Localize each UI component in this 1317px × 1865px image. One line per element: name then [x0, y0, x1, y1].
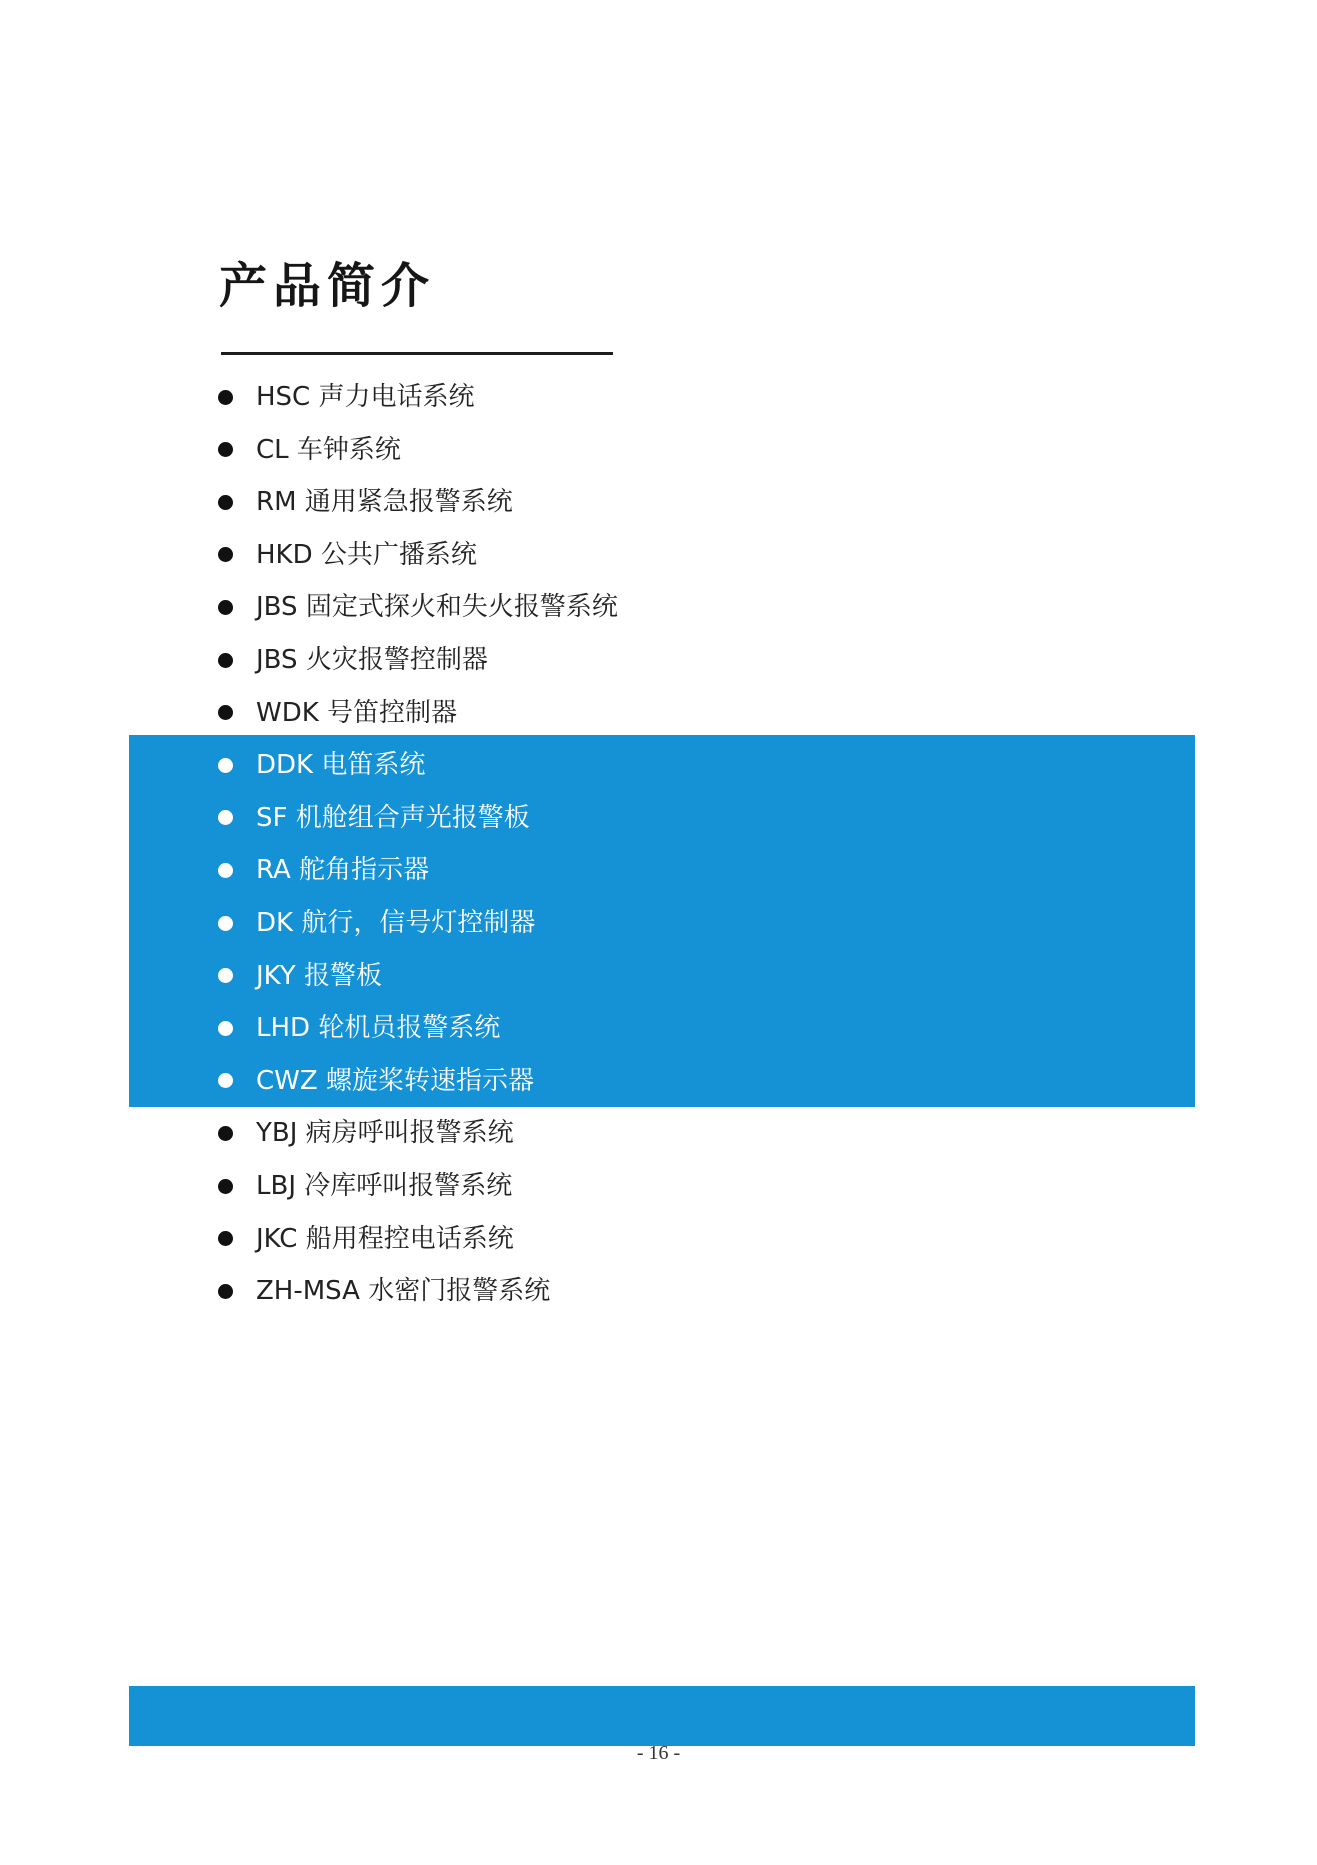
product-label: CWZ 螺旋桨转速指示器 — [256, 1065, 534, 1096]
bullet-icon — [218, 390, 233, 405]
bullet-icon — [218, 600, 233, 615]
list-item — [218, 901, 535, 945]
product-label: SF 机舱组合声光报警板 — [256, 802, 530, 833]
product-label: JBS 火灾报警控制器 — [256, 645, 488, 675]
page-number: - 16 - — [636, 1742, 681, 1764]
bullet-icon — [218, 916, 233, 931]
bullet-icon — [218, 1179, 233, 1194]
bullet-icon — [218, 863, 233, 878]
product-label: LBJ 冷库呼叫报警系统 — [256, 1171, 513, 1201]
list-item — [218, 1217, 514, 1261]
page-title: 产品简介 — [219, 258, 436, 314]
product-label: RA 舵角指示器 — [256, 855, 430, 886]
list-item — [218, 480, 513, 524]
bullet-icon — [218, 1284, 233, 1299]
list-item — [218, 796, 530, 840]
bullet-icon — [218, 1126, 233, 1141]
bullet-icon — [218, 1021, 233, 1036]
list-item — [218, 691, 457, 735]
list-item — [218, 533, 477, 577]
bullet-icon — [218, 810, 233, 825]
product-label: JKY 报警板 — [256, 960, 382, 991]
bullet-icon — [218, 547, 233, 562]
bullet-icon — [218, 1073, 233, 1088]
product-label: JKC 船用程控电话系统 — [256, 1223, 514, 1254]
product-label: HKD 公共广播系统 — [256, 539, 477, 570]
bullet-icon — [218, 1231, 233, 1246]
bullet-icon — [218, 653, 233, 668]
product-label: DDK 电笛系统 — [256, 750, 426, 781]
list-item — [218, 1269, 550, 1313]
bullet-icon — [218, 968, 233, 983]
bullet-icon — [218, 442, 233, 457]
product-label: DK 航行，信号灯控制器 — [256, 908, 536, 938]
list-item — [218, 638, 488, 682]
product-label: LHD 轮机员报警系统 — [256, 1013, 501, 1044]
product-label: CL 车钟系统 — [256, 434, 401, 465]
product-label: RM 通用紧急报警系统 — [256, 487, 513, 518]
list-item — [218, 375, 474, 419]
bullet-icon — [218, 758, 233, 773]
list-item — [218, 743, 425, 787]
list-item — [218, 428, 401, 472]
product-label: WDK 号笛控制器 — [256, 697, 458, 728]
product-label: JBS 固定式探火和失火报警系统 — [256, 592, 618, 623]
list-item — [218, 585, 618, 629]
list-item — [218, 1059, 534, 1103]
product-label: ZH-MSA 水密门报警系统 — [256, 1276, 551, 1307]
bullet-icon — [218, 705, 233, 720]
product-label: YBJ 病房呼叫报警系统 — [256, 1118, 514, 1149]
list-item — [218, 1111, 514, 1155]
list-item — [218, 1164, 512, 1208]
list-item — [218, 954, 382, 998]
list-item — [218, 1006, 500, 1050]
bullet-icon — [218, 495, 233, 510]
product-label: HSC 声力电话系统 — [256, 382, 475, 412]
list-item — [218, 848, 429, 892]
footer-band — [129, 1686, 1195, 1746]
